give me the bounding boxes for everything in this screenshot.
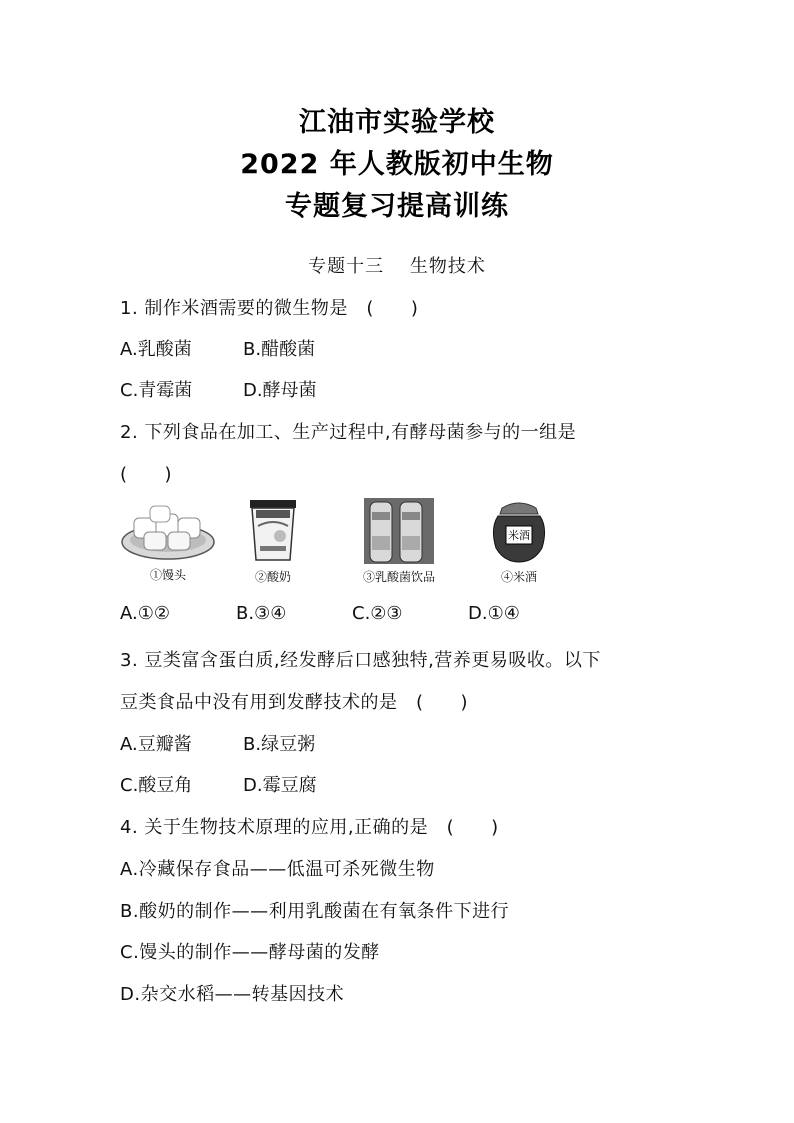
question-3-option-c: C.酸豆角	[120, 775, 193, 796]
question-4-stem: 4. 关于生物技术原理的应用,正确的是 ( )	[120, 817, 499, 838]
figure-steamed-bun	[118, 498, 218, 583]
question-4-option-a: A.冷藏保存食品——低温可杀死微生物	[120, 859, 435, 880]
school-title: 江油市实验学校	[299, 107, 495, 138]
question-3-option-a: A.豆瓣酱	[120, 734, 192, 755]
question-1-stem: 1. 制作米酒需要的微生物是 ( )	[120, 298, 419, 319]
question-2-option-d: D.①④	[468, 603, 520, 624]
question-3-option-b: B.绿豆粥	[243, 734, 316, 755]
topic-heading: 专题十三 生物技术	[308, 256, 486, 277]
figure-rice-wine	[474, 498, 564, 585]
question-3-stem: 3. 豆类富含蛋白质,经发酵后口感独特,营养更易吸收。以下	[120, 650, 601, 671]
question-2-stem: 2. 下列食品在加工、生产过程中,有酵母菌参与的一组是	[120, 422, 577, 443]
figure-lactic-drink	[340, 498, 458, 585]
question-1-option-c: C.青霉菌	[120, 380, 193, 401]
question-2-figures	[118, 498, 578, 590]
question-1-option-d: D.酵母菌	[243, 380, 317, 401]
figure-caption-1: ①馒头	[149, 568, 186, 582]
jar-label: 米酒	[508, 529, 530, 542]
question-2-option-b: B.③④	[236, 603, 287, 624]
figure-caption-4: ④米酒	[500, 570, 537, 584]
question-2-option-c: C.②③	[352, 603, 403, 624]
figure-caption-2: ②酸奶	[254, 570, 291, 584]
question-4-option-d: D.杂交水稻——转基因技术	[120, 984, 345, 1005]
yogurt-cup-icon	[240, 498, 306, 564]
series-title: 专题复习提高训练	[285, 191, 509, 222]
question-1-option-a: A.乳酸菌	[120, 339, 192, 360]
question-3-stem-cont: 豆类食品中没有用到发酵技术的是 ( )	[120, 692, 469, 713]
question-1-option-b: B.醋酸菌	[243, 339, 316, 360]
question-3-option-d: D.霉豆腐	[243, 775, 317, 796]
question-4-option-b: B.酸奶的制作——利用乳酸菌在有氧条件下进行	[120, 901, 510, 922]
figure-caption-3: ③乳酸菌饮品	[362, 570, 435, 584]
course-title: 2022 年人教版初中生物	[240, 149, 554, 180]
question-2-stem-cont: ( )	[120, 464, 173, 485]
lactic-drink-icon	[364, 498, 434, 564]
steamed-bun-icon	[120, 498, 216, 562]
question-4-option-c: C.馒头的制作——酵母菌的发酵	[120, 942, 380, 963]
rice-wine-jar-icon	[486, 498, 552, 564]
question-2-option-a: A.①②	[120, 603, 170, 624]
figure-yogurt	[230, 498, 316, 585]
